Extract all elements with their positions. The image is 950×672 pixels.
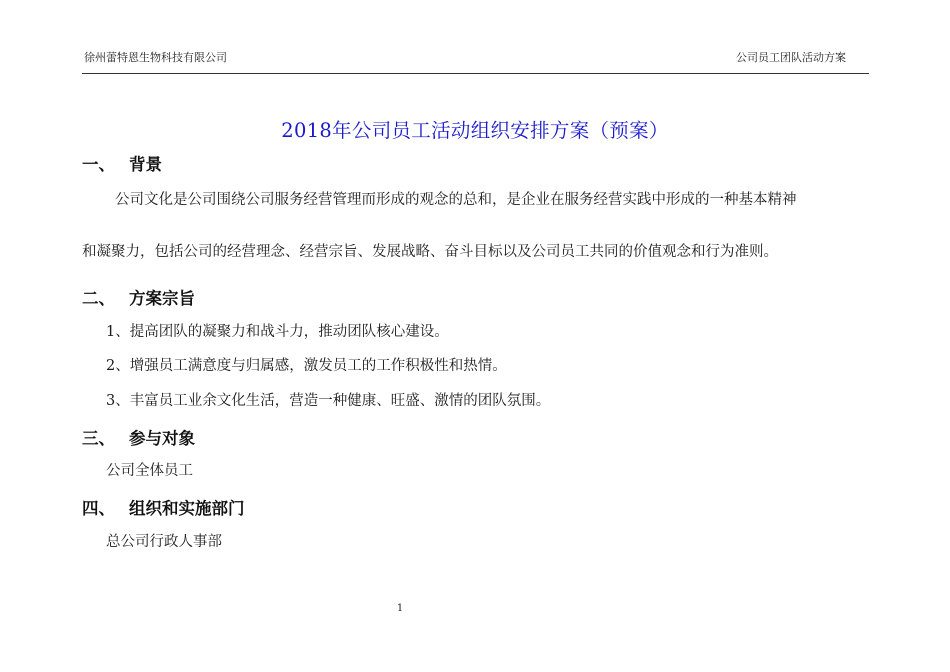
section-heading-organizer xyxy=(82,495,245,519)
section-heading-purpose xyxy=(82,285,195,309)
section-number: 二、 xyxy=(82,289,115,308)
page-number: 1 xyxy=(396,603,404,614)
paragraph-line: 公司全体员工 xyxy=(106,463,193,479)
section-number: 一、 xyxy=(82,155,115,174)
section-heading-background xyxy=(82,151,162,175)
section-heading-participants xyxy=(82,425,195,449)
list-item: 2、增强员工满意度与归属感，激发员工的工作积极性和热情。 xyxy=(106,358,507,374)
paragraph-line: 总公司行政人事部 xyxy=(106,534,222,550)
paragraph-line: 公司文化是公司围绕公司服务经营管理而形成的观念的总和，是企业在服务经营实践中形成的一种基本精神 xyxy=(115,192,797,208)
section-number: 四、 xyxy=(82,499,115,518)
document-title: 2018年公司员工活动组织安排方案（预案） xyxy=(281,119,669,142)
section-number: 三、 xyxy=(82,429,115,448)
paragraph-line: 和凝聚力，包括公司的经营理念、经营宗旨、发展战略、奋斗目标以及公司员工共同的价值观念和行为准则。 xyxy=(82,244,778,260)
page-header-doc-name: 公司员工团队活动方案 xyxy=(736,51,846,64)
page-header-company: 徐州蕾特恩生物科技有限公司 xyxy=(84,51,227,64)
section-title: 组织和实施部门 xyxy=(129,499,245,518)
section-title: 参与对象 xyxy=(129,429,195,448)
section-title: 方案宗旨 xyxy=(129,289,195,308)
section-title: 背景 xyxy=(129,155,162,174)
list-item: 1、提高团队的凝聚力和战斗力，推动团队核心建设。 xyxy=(106,324,449,340)
list-item: 3、丰富员工业余文化生活，营造一种健康、旺盛、激情的团队氛围。 xyxy=(106,393,551,409)
header-divider xyxy=(82,73,869,74)
